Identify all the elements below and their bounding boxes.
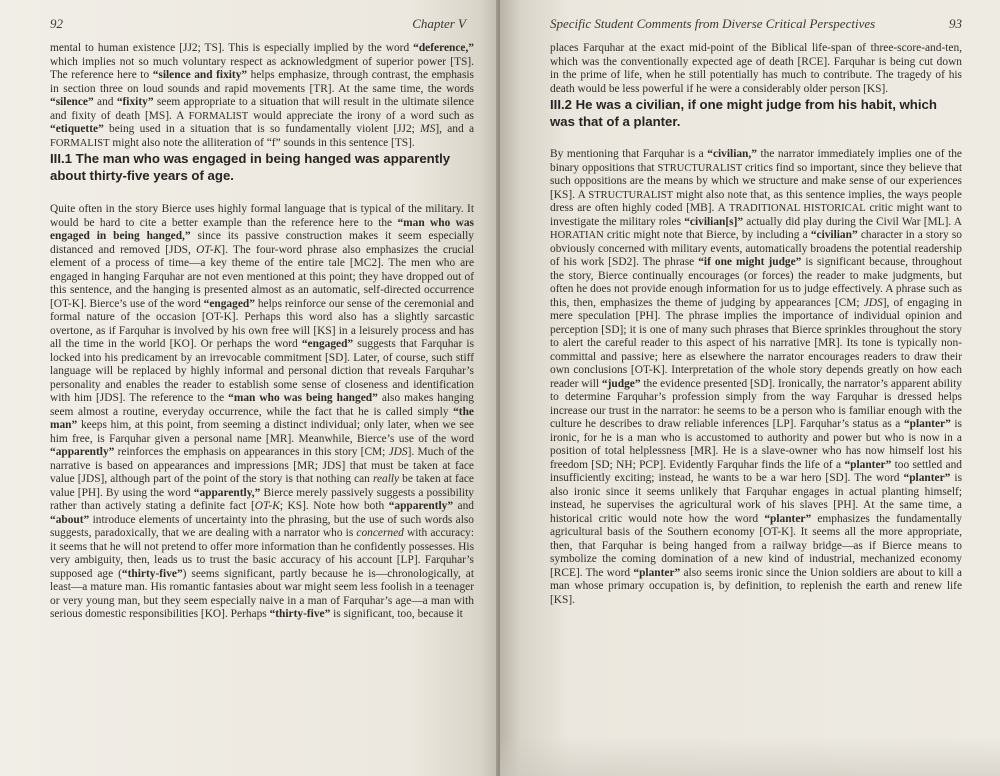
text-run: is significant because, throughout the story, Bierce continually encourages (or forces) the reader to make judgments, but often he does not provide enough information for us to judge effectively. A phrase such as this, then, emphasizes the theme of judging by appearances [CM; [550, 256, 962, 309]
text-run: By mentioning that Farquhar is a [550, 148, 708, 160]
left-body-paragraph [50, 203, 474, 622]
text-run: OT-K [196, 243, 222, 256]
text-run: mental to human existence [JJ2; TS]. This is especially implied by the word [50, 42, 414, 54]
text-run: “apparently” [388, 500, 454, 512]
text-run: is significant, too, because it [330, 608, 463, 620]
text-run: STRUCTURALIST [588, 189, 673, 201]
left-running-head [50, 16, 474, 38]
text-run: might also note that, as this sentence implies, the ways people dress are often highly coded [MB]. A [550, 188, 962, 214]
text-run: really [372, 473, 400, 485]
text-run: “planter” [903, 472, 951, 484]
text-run: actually did play during the Civil War [ML]. A [743, 215, 963, 228]
text-run: “judge” [601, 377, 641, 390]
text-run: “deference,” [413, 42, 474, 54]
text-run: keeps him, at this point, from seeming a distinct individual; only later, when we see him free, is Farquhar given a personal name [MR]. Meanwhile, Bierce’s use of the word [50, 419, 474, 445]
text-run: “fixity” [116, 96, 154, 108]
left-intro-paragraph [50, 42, 474, 150]
text-run: character in a story so obviously concerned with military events, automatically broadens the potential readership of his work [SD2]. The phrase [550, 229, 962, 268]
text-run: being used in a situation that is so fundamentally violent [JJ2; [103, 123, 421, 135]
text-run: ; KS]. Note how both [279, 500, 389, 512]
text-run: also makes hanging seem almost a routine, everyday occurrence, while the fact that he is called simply [50, 392, 474, 418]
text-run: “silence and fixity” [152, 69, 248, 81]
text-run: STRUCTURALIST [657, 162, 743, 174]
text-run: “planter” [764, 512, 812, 525]
left-page-number: 92 [50, 16, 63, 31]
text-run: “civilian[s]” [684, 215, 744, 228]
text-run: critic might note that Bierce, by including a [603, 229, 811, 241]
right-body-paragraph [550, 148, 962, 607]
text-run: “civilian,” [707, 148, 757, 160]
text-run: JDS [388, 446, 408, 458]
text-run: seem appropriate to a situation that will result in the ultimate silence and fixity of death [MS]. A [50, 96, 474, 122]
text-run: “civilian” [810, 229, 858, 241]
text-run: suggests that Farquhar is locked into his predicament by an irrevocable commitment [SD]. Later, of course, such stiff language will be replaced by highly informal and personal diction that reveals Farquhar’s personality and enables the reader to establish some sense of closeness and identification with him [JDS]. The reference to the [50, 338, 475, 404]
text-run: “planter” [633, 566, 681, 579]
text-run: FORMALIST [50, 137, 110, 149]
text-run: and [453, 500, 474, 512]
text-run: helps emphasize, through contrast, the emphasis in section three on loud sounds and rapid movements [TR]. At the same time, the words [50, 69, 474, 95]
section-heading-iii-1: III.1 The man who was engaged in being hanged was apparently about thirty-five years of age. [50, 151, 451, 183]
text-run: since its passive construction makes it seem especially distanced and removed [JDS, [50, 230, 474, 256]
text-run: helps reinforce our sense of the ceremonial and formal nature of the occasion [OT-K]. Perhaps this word also has a slightly sarcastic overtone, as if Farquhar is involved by his own free will [KS] in a leisurely process and has all the time in the world [KO]. Or perhaps the word [50, 297, 474, 350]
text-run: MS [420, 123, 436, 135]
text-run: HORATIAN [550, 230, 604, 241]
text-run: might also note the alliteration of “f” sounds in this sentence [TS]. [109, 136, 415, 149]
text-run: “engaged” [301, 338, 354, 350]
text-run: is also ironic since it seems unlikely that Farquhar engages in actual planting himself; instead, he supervises the agricultural work of his slaves [PH]. At the same time, a historical critic would note how the word [550, 472, 963, 525]
text-run: concerned [356, 527, 404, 539]
text-run: “planter” [844, 458, 892, 471]
text-run: also seems ironic since the Union soldiers are about to kill a man whose primary occupation is, by definition, to replenish the earth and renew life [KS]. [550, 566, 962, 606]
text-run: “apparently” [50, 446, 115, 458]
text-run: “the man” [50, 405, 474, 431]
text-run: JDS [863, 296, 883, 309]
text-run: the narrator immediately implies one of the binary oppositions that [550, 148, 962, 174]
text-run: ], and a [435, 123, 474, 135]
text-run: introduce elements of uncertainty into the phrasing, but the use of such words also suggests, paradoxically, that we are dealing with a narrator who is [50, 513, 474, 539]
right-running-head [550, 16, 962, 38]
left-chapter-title: Chapter V [412, 16, 466, 31]
text-run: Quite often in the story Bierce uses highly formal language that is typical of the military. It would be hard to cite a better example than the reference here to the [50, 203, 474, 229]
text-run: “etiquette” [50, 123, 104, 135]
right-page-number: 93 [949, 16, 962, 31]
text-run: “thirty-five” [269, 608, 331, 620]
text-run: “man who was being hanged” [228, 392, 378, 404]
text-run: is ironic, for he is a man who is accustomed to authority and power but who is now in a position of total helplessness [MR]. He is a slave-owner who has now himself lost his freedom [SD; NH; PCP]. Evidently Farquhar finds the life of a [550, 418, 962, 471]
text-run: ) seems significant, partly because he is—chronologically, at least—a mature man. His romantic fantasies about war might seem less foolish in a teenager or very young man, but they seem especially naive in a man of Farquhar’s age—a man with serious domestic responsibilities [KO]. Perhaps [50, 567, 474, 620]
text-run: which implies not so much voluntary respect as acknowledgment of superior power [TS]. The reference here to [50, 55, 474, 81]
text-run: “man who was engaged in being hanged,” [50, 216, 474, 242]
right-chapter-title: Specific Student Comments from Diverse Critical Perspectives [550, 16, 876, 31]
text-run: and [93, 96, 117, 108]
text-run: “apparently,” [193, 486, 261, 499]
text-run: the evidence presented [SD]. Ironically, the narrator’s apparent ability to determine Farquhar’s profession simply from the way Farquhar is dressed helps increase our trust in the narrator: he seems to be a person who is familiar enough with the culture he describes to draw reliable inferences [LP]. Farquhar’s status as a [550, 377, 962, 430]
section-heading-iii-2: III.2 He was a civilian, if one might judge from his habit, which was that of a planter. [550, 97, 937, 129]
text-run: be taken at face value [PH]. By using the word [50, 473, 474, 499]
text-run: ]. Much of the narrative is based on appearances and impressions [MR; JDS] that must be taken at face value [JDS], although part of the point of the story is that nothing can [50, 446, 474, 485]
text-run: OT-K [254, 500, 280, 512]
text-run: would appreciate the irony of a word such as [248, 109, 474, 122]
text-run: reinforces the emphasis on appearances in this story [CM; [114, 446, 389, 458]
text-run: “planter” [903, 418, 951, 430]
text-run: ]. The four-word phrase also emphasizes the crucial element of a process of time—a key theme of the entire tale [MC2]. The men who are engaged in hanging Farquhar are not even mentioned at this point; they have dropped out of this sentence, and the hanging is presented almost as an automatic, self-directed occurrence [OT-K]. Bierce’s use of the word [50, 243, 474, 310]
text-run: “thirty-five” [121, 567, 183, 580]
text-run: TRADITIONAL HISTORICAL [729, 203, 866, 214]
text-run: too settled and insufficiently exciting; instead, he wants to be a war hero [SD]. The word [550, 458, 962, 484]
text-run: “silence” [50, 96, 94, 108]
text-run: “if one might judge” [698, 256, 802, 268]
text-run: ], of engaging in mere speculation [PH]. The phrase implies the importance of individual opinion and perception [SD]; it is one of many such phrases that Bierce sprinkles throughout the story to alert the careful reader to this aspect of his narrative [MR]. Its tone is typically non-committal and passive; here as elsewhere the narrator encourages readers to draw their own conclusions [OT-K]. Interpretation of the whole story depends greatly on how each reader will [550, 296, 962, 390]
text-run: with accuracy: it seems that he will not pretend to offer more information than he confidently possesses. His very ambiguity, then, leads us to trust the basic accuracy of his account [LP]. Farquhar’s supposed age ( [50, 527, 474, 580]
page-bottom-shadow [500, 736, 1000, 776]
text-run: critics find so important, since they believe that such oppositions are the means by which we structure and make sense of our experiences [KS]. A [550, 161, 962, 201]
right-intro-paragraph [550, 42, 962, 96]
text-run: emphasizes the fundamentally agricultural basis of the Southern economy [OT-K]. It seems all the more appropriate, then, that Farquhar is being hanged from a railway bridge—as if Bierce means to symbolize the coming domination of a new kind of industrial, mechanized economy [RCE]. The word [550, 512, 962, 579]
text-run: places Farquhar at the exact mid-point of the Biblical life-span of three-score-and-ten, which was the conventionally expected age of death [RCE]. Farquhar is being cut down in the prime of life, when he still potentially has much to contribute. The tragedy of his death would be less powerful if he were a considerably older person [KS]. [550, 42, 962, 95]
text-run: “about” [50, 513, 90, 526]
text-run: “engaged” [203, 297, 255, 310]
right-page [500, 0, 1000, 776]
text-run: FORMALIST [188, 110, 249, 122]
text-run: critic might want to investigate the military roles [550, 202, 962, 228]
text-run: Bierce merely passively suggests a possibility rather than actively stating a definite fact [ [50, 486, 474, 512]
